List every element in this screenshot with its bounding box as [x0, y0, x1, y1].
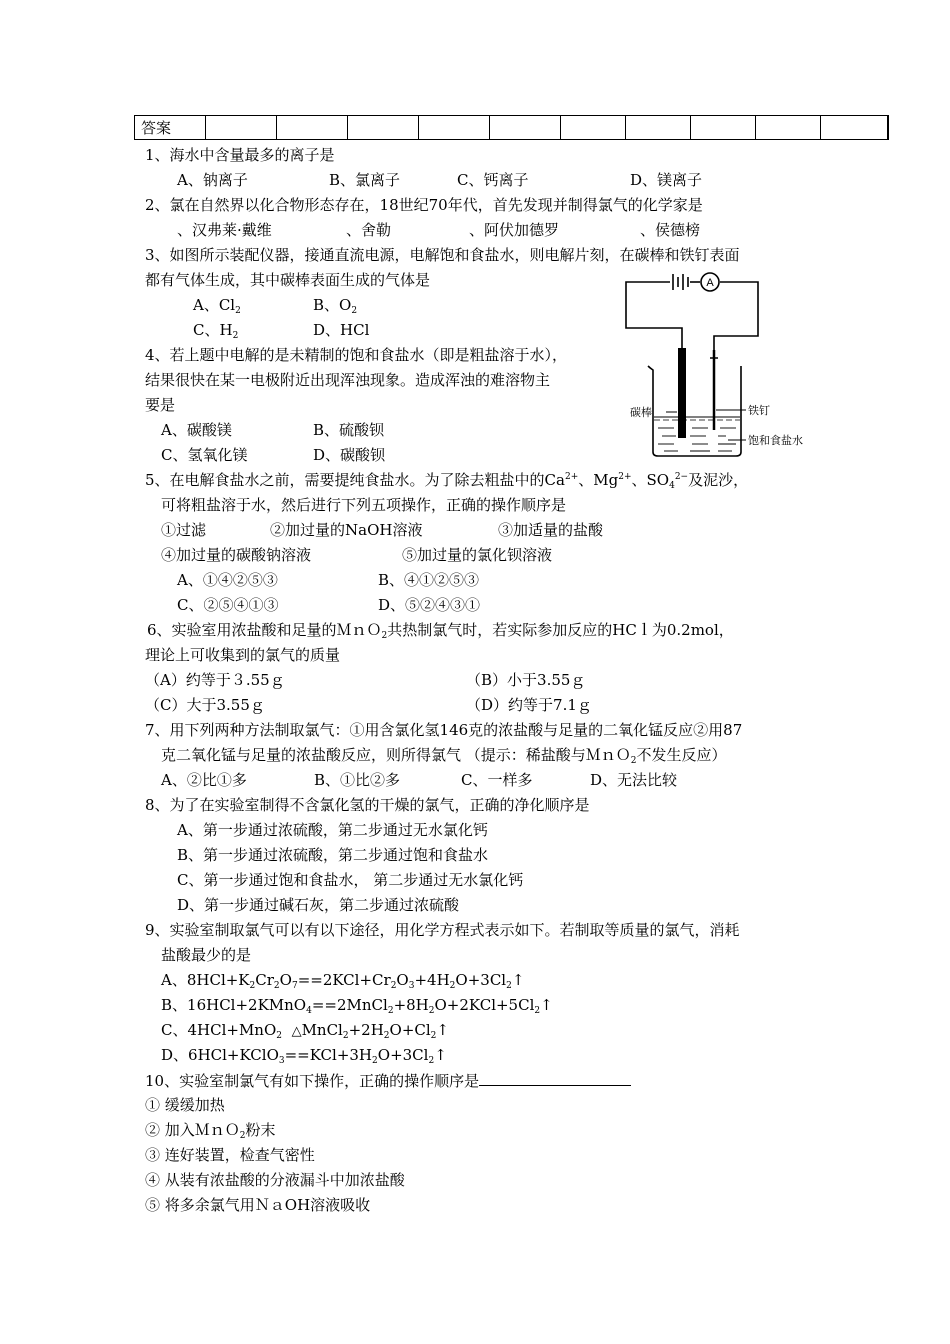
- q5-option-a: A、①④②⑤③: [177, 571, 278, 589]
- q4-stem-line3: 要是: [145, 396, 176, 414]
- q3-option-c: C、$H_2$: [193, 321, 239, 341]
- answer-cell[interactable]: [756, 116, 821, 140]
- q8-option-b: B、第一步通过浓硫酸，第二步通过饱和食盐水: [177, 846, 489, 864]
- beaker: [648, 366, 741, 456]
- q10-stem: 10、实验室制氯气有如下操作，正确的操作顺序是: [145, 1071, 631, 1090]
- q1-stem: 1、海水中含量最多的离子是: [145, 146, 335, 164]
- q6-option-d: （D）约等于7.1ｇ: [466, 696, 592, 714]
- q9-option-d: D、$6HCl+KClO_3==KCl+3H_2O+3Cl_2↑$: [161, 1046, 447, 1066]
- answer-blank[interactable]: [479, 1071, 631, 1086]
- answer-label: 答案: [135, 116, 206, 140]
- q1-option-c: C、钙离子: [457, 171, 529, 189]
- q5-op3: ③加适量的盐酸: [498, 521, 604, 539]
- q3-stem-line1: 3、如图所示装配仪器，接通直流电源，电解饱和食盐水，则电解片刻，在碳棒和铁钉表面: [145, 246, 740, 264]
- q8-option-c: C、第一步通过饱和食盐水， 第二步通过无水氯化钙: [177, 871, 524, 889]
- q4-option-a: A、碳酸镁: [161, 421, 232, 439]
- q1-option-b: B、氯离子: [329, 171, 401, 189]
- q9-option-a: A、$8HCl+K_2Cr_2O_7==2KCl+Cr_2O_3+4H_2O+3Cl_2↑$: [161, 971, 525, 991]
- q10-step-1: ① 缓缓加热: [145, 1096, 225, 1114]
- q5-op4: ④加过量的碳酸钠溶液: [161, 546, 312, 564]
- q3-option-a: A、$Cl_2$: [193, 296, 241, 316]
- heat-triangle-icon: △: [291, 1024, 302, 1039]
- q10-step-3: ③ 连好装置，检查气密性: [145, 1146, 315, 1164]
- q6-option-b: （B）小于3.55ｇ: [466, 671, 586, 689]
- q1-option-a: A、钠离子: [177, 171, 248, 189]
- carbon-rod: [678, 348, 686, 438]
- q2-option-c: 、阿伏加德罗: [469, 221, 560, 239]
- q8-option-d: D、第一步通过碱石灰，第二步通过浓硫酸: [177, 896, 460, 914]
- q3-option-d: D、HCl: [313, 321, 370, 339]
- q9-option-c: C、4HCl+MnO$_2$ $\triangle MnCl_2+2H_2O+Cl_2↑$: [161, 1021, 449, 1041]
- q1-option-d: D、镁离子: [630, 171, 703, 189]
- iron-nail-label: 铁钉: [748, 404, 770, 417]
- solution-label: 饱和食盐水: [748, 434, 803, 447]
- answer-cell[interactable]: [348, 116, 419, 140]
- q6-stem-line2: 理论上可收集到的氯气的质量: [145, 646, 341, 664]
- q6-option-a: （A）约等于３.55ｇ: [145, 671, 285, 689]
- wire-right: [714, 282, 758, 350]
- wire-left: [626, 282, 682, 352]
- q2-option-a: 、汉弗莱·戴维: [177, 221, 272, 239]
- q8-option-a: A、第一步通过浓硫酸，第二步通过无水氯化钙: [177, 821, 488, 839]
- q9-option-b: B、$16HCl+2KMnO_4==2MnCl_2+8H_2O+2KCl+5Cl_2↑$: [161, 996, 553, 1016]
- q5-option-b: B、④①②⑤③: [378, 571, 480, 589]
- q5-stem-line1: 5、在电解食盐水之前，需要提纯食盐水。为了除去粗盐中的$Ca^{2+}$、$Mg^{2+}$、$SO_4^{2-}$及泥沙，: [145, 471, 749, 491]
- q8-stem: 8、为了在实验室制得不含氯化氢的干燥的氯气，正确的净化顺序是: [145, 796, 590, 814]
- q2-stem: 2、氯在自然界以化合物形态存在，18世纪70年代，首先发现并制得氯气的化学家是: [145, 196, 703, 214]
- q4-stem-line1: 4、若上题中电解的是未精制的饱和食盐水（即是粗盐溶于水），: [145, 346, 568, 364]
- q10-step-5: ⑤ 将多余氯气用ＮａOH溶液吸收: [145, 1196, 371, 1214]
- q7-option-c: C、一样多: [461, 771, 533, 789]
- q5-op1: ①过滤: [161, 521, 207, 539]
- q2-option-b: 、舍勒: [346, 221, 392, 239]
- answer-cell[interactable]: [419, 116, 490, 140]
- answer-cell[interactable]: [277, 116, 348, 140]
- answer-cell[interactable]: [626, 116, 691, 140]
- q7-option-b: B、①比②多: [314, 771, 401, 789]
- q9-stem-line1: 9、实验室制取氯气可以有以下途径，用化学方程式表示如下。若制取等质量的氯气，消耗: [145, 921, 740, 939]
- q4-stem-line2: 结果很快在某一电极附近出现浑浊现象。造成浑浊的难溶物主: [145, 371, 551, 389]
- q5-option-d: D、⑤②④③①: [378, 596, 481, 614]
- ammeter-symbol: A: [706, 277, 714, 289]
- q6-option-c: （C）大于3.55ｇ: [145, 696, 265, 714]
- q10-step-2: ② 加入ＭｎＯ$_2$粉末: [145, 1121, 276, 1141]
- q7-stem-line1: 7、用下列两种方法制取氯气：①用含氯化氢146克的浓盐酸与足量的二氧化锰反应②用87: [145, 721, 743, 739]
- answer-cell[interactable]: [206, 116, 277, 140]
- q4-option-b: B、硫酸钡: [313, 421, 385, 439]
- q7-option-d: D、无法比较: [590, 771, 678, 789]
- answer-cell[interactable]: [490, 116, 561, 140]
- answer-cell[interactable]: [561, 116, 626, 140]
- q2-option-d: 、侯德榜: [640, 221, 701, 239]
- q5-op2: ②加过量的NaOH溶液: [270, 521, 423, 539]
- q5-op5: ⑤加过量的氯化钡溶液: [402, 546, 553, 564]
- q7-option-a: A、②比①多: [161, 771, 247, 789]
- q5-option-c: C、②⑤④①③: [177, 596, 279, 614]
- q10-step-4: ④ 从装有浓盐酸的分液漏斗中加浓盐酸: [145, 1171, 405, 1189]
- q6-stem-line1: 6、实验室用浓盐酸和足量的ＭｎＯ$_2$共热制氯气时，若实际参加反应的HCｌ为0.2mol，: [147, 621, 734, 641]
- q3-option-b: B、$O_2$: [313, 296, 358, 316]
- q7-stem-line2: 克二氧化锰与足量的浓盐酸反应，则所得氯气 （提示：稀盐酸与ＭｎＯ$_2$不发生反应）: [161, 746, 727, 766]
- q3-stem-line2: 都有气体生成，其中碳棒表面生成的气体是: [145, 271, 431, 289]
- answer-cell[interactable]: [691, 116, 756, 140]
- q9-stem-line2: 盐酸最少的是: [161, 946, 252, 964]
- q5-stem-line2: 可将粗盐溶于水，然后进行下列五项操作，正确的操作顺序是: [161, 496, 567, 514]
- answer-cell[interactable]: [821, 116, 888, 140]
- electrolysis-apparatus-diagram: [618, 262, 823, 467]
- q4-option-c: C、氢氧化镁: [161, 446, 248, 464]
- answer-row: [135, 116, 888, 140]
- answer-table: [134, 115, 889, 140]
- q4-option-d: D、碳酸钡: [313, 446, 386, 464]
- carbon-rod-label: 碳棒: [630, 406, 652, 419]
